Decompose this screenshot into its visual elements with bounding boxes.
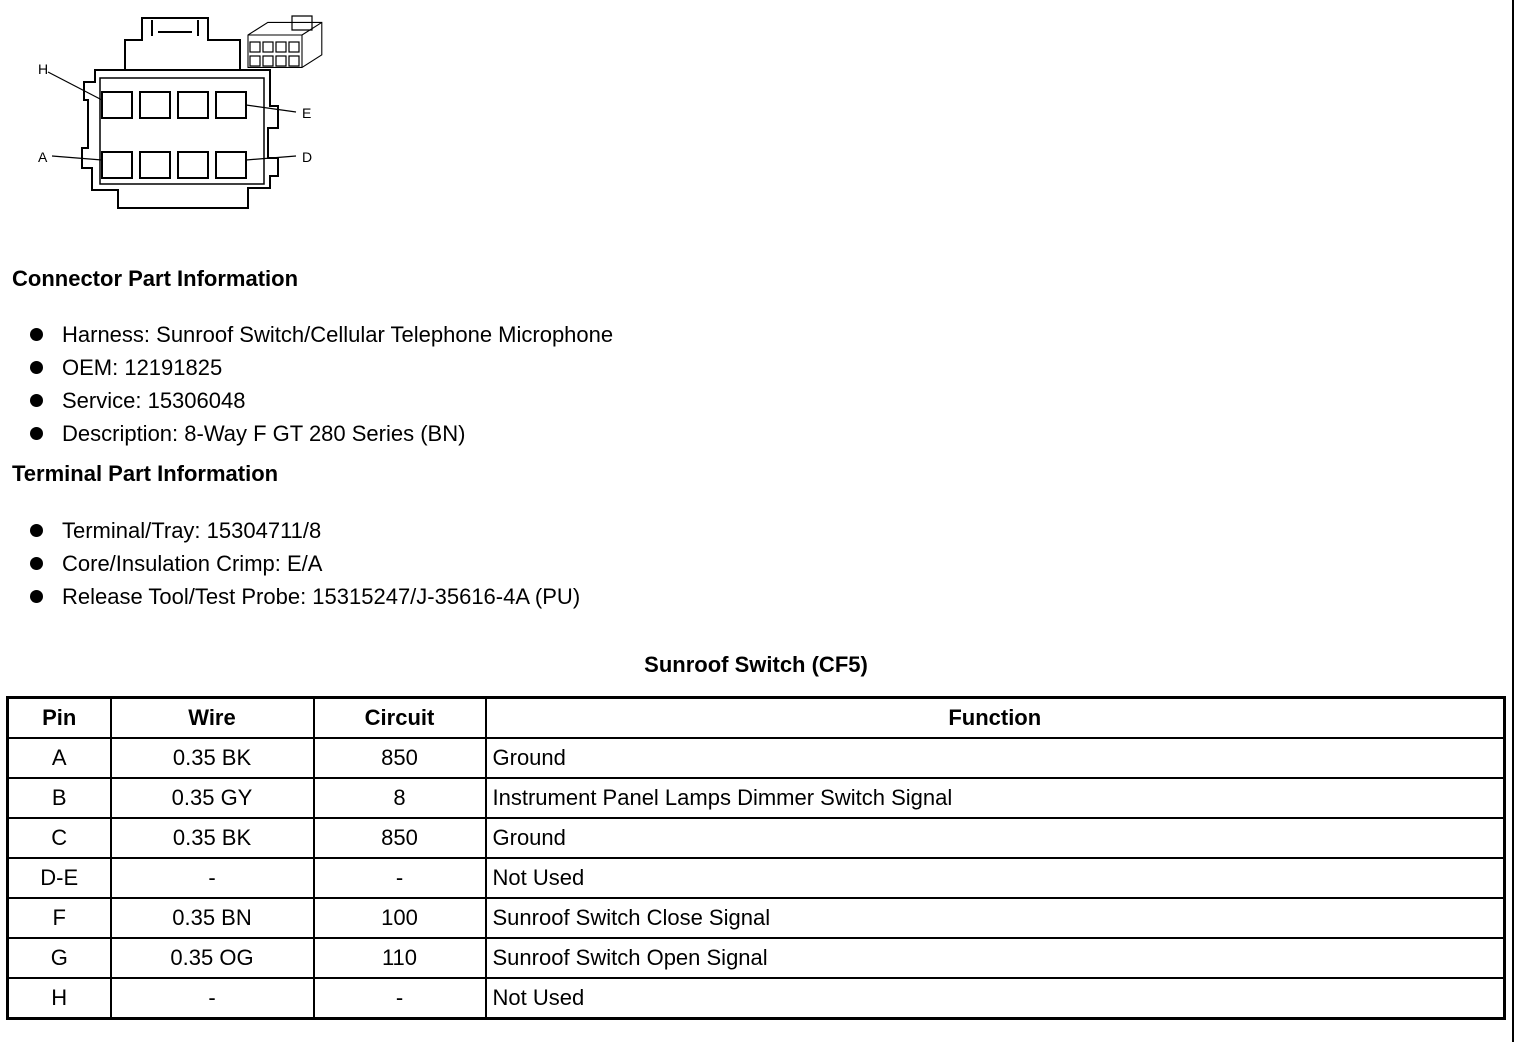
connector-info-service: Service: 15306048 <box>62 388 246 413</box>
bullet-icon <box>30 524 43 537</box>
bullet-icon <box>30 427 43 440</box>
table-row <box>8 978 1505 1019</box>
bullet-icon <box>30 557 43 570</box>
cell-wire: - <box>111 858 314 898</box>
list-item <box>30 580 580 613</box>
cell-function: Not Used <box>486 978 1505 1019</box>
cell-wire: 0.35 GY <box>111 778 314 818</box>
cavity-e <box>216 92 246 118</box>
cell-wire: 0.35 BK <box>111 818 314 858</box>
table-title: Sunroof Switch (CF5) <box>644 652 868 677</box>
terminal-info-release-tool: Release Tool/Test Probe: 15315247/J-35616-4A (PU) <box>62 584 581 609</box>
cell-circuit: 100 <box>314 898 486 938</box>
cavity-h <box>102 92 132 118</box>
cell-function: Ground <box>486 738 1505 778</box>
cell-pin: C <box>8 818 111 858</box>
pin-label-e: E <box>302 105 312 121</box>
list-item <box>30 351 613 384</box>
pin-label-a: A <box>38 149 48 165</box>
list-item <box>30 417 613 450</box>
cell-pin: F <box>8 898 111 938</box>
cell-circuit: 850 <box>314 738 486 778</box>
cavity-f <box>178 92 208 118</box>
cell-function: Sunroof Switch Close Signal <box>486 898 1505 938</box>
pin-label-h: H <box>38 61 49 77</box>
cell-pin: A <box>8 738 111 778</box>
cell-circuit: 8 <box>314 778 486 818</box>
cavity-b <box>140 152 170 178</box>
connector-info-title: Connector Part Information <box>12 266 299 291</box>
cell-function: Instrument Panel Lamps Dimmer Switch Signal <box>486 778 1505 818</box>
connector-body <box>82 70 278 208</box>
cell-pin: H <box>8 978 111 1019</box>
cell-wire: 0.35 OG <box>111 938 314 978</box>
cell-wire: 0.35 BK <box>111 738 314 778</box>
bullet-icon <box>30 361 43 374</box>
cavity-d <box>216 152 246 178</box>
bullet-icon <box>30 394 43 407</box>
list-item <box>30 514 580 547</box>
bullet-icon <box>30 590 43 603</box>
cell-function: Sunroof Switch Open Signal <box>486 938 1505 978</box>
terminal-info-title: Terminal Part Information <box>12 461 279 486</box>
cavity-c <box>178 152 208 178</box>
table-row <box>8 778 1505 818</box>
terminal-info-tray: Terminal/Tray: 15304711/8 <box>62 518 322 543</box>
cavity-g <box>140 92 170 118</box>
list-item <box>30 384 613 417</box>
connector-face-drawing <box>30 8 330 218</box>
cell-circuit: 110 <box>314 938 486 978</box>
table-row <box>8 898 1505 938</box>
connector-latch <box>125 18 240 70</box>
bullet-icon <box>30 328 43 341</box>
header-pin: Pin <box>8 698 111 739</box>
table-row <box>8 938 1505 978</box>
pin-label-d: D <box>302 149 313 165</box>
cell-wire: 0.35 BN <box>111 898 314 938</box>
table-row <box>8 738 1505 778</box>
cavity-a <box>102 152 132 178</box>
header-function: Function <box>486 698 1505 739</box>
table-row <box>8 858 1505 898</box>
cell-pin: G <box>8 938 111 978</box>
header-circuit: Circuit <box>314 698 486 739</box>
terminal-info-crimp: Core/Insulation Crimp: E/A <box>62 551 323 576</box>
cell-function: Ground <box>486 818 1505 858</box>
cell-circuit: - <box>314 978 486 1019</box>
table-row <box>8 818 1505 858</box>
cell-wire: - <box>111 978 314 1019</box>
connector-info-list <box>30 318 613 450</box>
header-wire: Wire <box>111 698 314 739</box>
cell-pin: B <box>8 778 111 818</box>
list-item <box>30 547 580 580</box>
connector-info-oem: OEM: 12191825 <box>62 355 223 380</box>
connector-iso-thumbnail <box>248 16 322 67</box>
page-edge-rule <box>1512 0 1514 1042</box>
cell-function: Not Used <box>486 858 1505 898</box>
terminal-info-list <box>30 514 580 613</box>
cell-circuit: 850 <box>314 818 486 858</box>
list-item <box>30 318 613 351</box>
connector-info-description: Description: 8-Way F GT 280 Series (BN) <box>62 421 466 446</box>
connector-info-harness: Harness: Sunroof Switch/Cellular Telephone Microphone <box>62 322 614 347</box>
table-header-row <box>8 698 1505 739</box>
pinout-table <box>6 696 1506 1020</box>
connector-diagram <box>30 8 330 218</box>
cell-pin: D-E <box>8 858 111 898</box>
cell-circuit: - <box>314 858 486 898</box>
